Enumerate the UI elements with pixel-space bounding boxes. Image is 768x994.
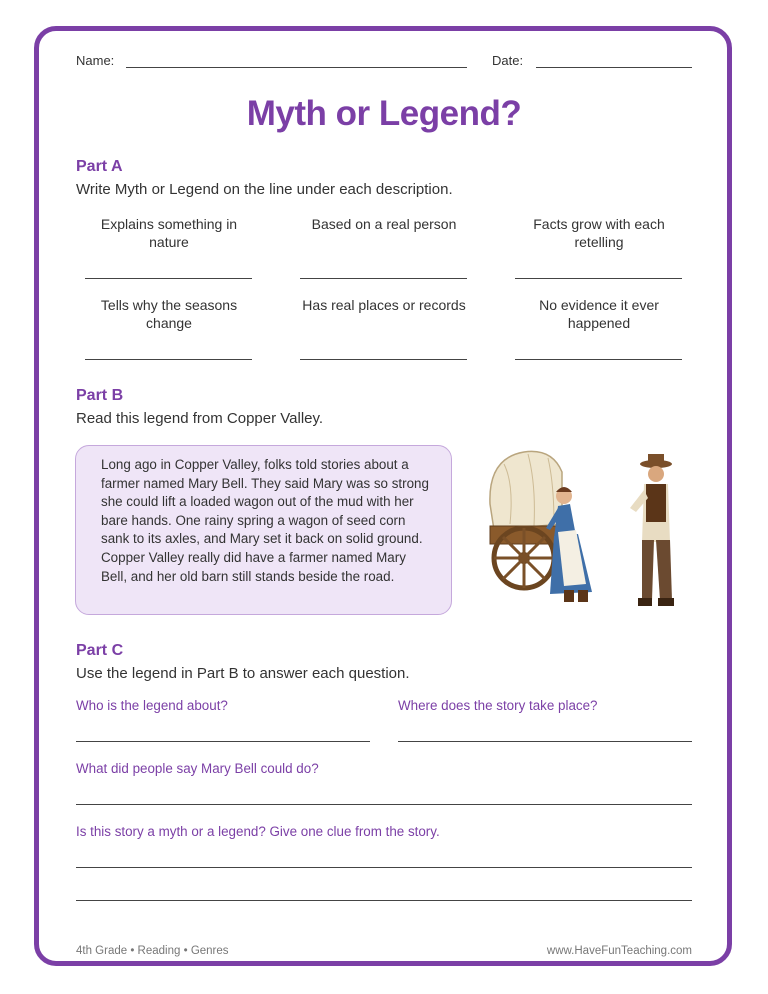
answer-line-1[interactable] [85,278,252,279]
answer-line-5[interactable] [300,359,467,360]
description-5: Has real places or records [302,297,466,313]
answer-line-q4b[interactable] [76,900,692,901]
description-4: Tells why the seasons change [100,297,238,331]
answer-line-2[interactable] [300,278,467,279]
answer-line-3[interactable] [515,278,682,279]
question-2: Where does the story take place? [398,698,598,713]
part-a-instruction: Write Myth or Legend on the line under each description. [76,181,453,198]
description-3: Facts grow with each retelling [533,216,665,250]
answer-line-q1[interactable] [76,741,370,742]
part-a-heading: Part A [76,158,123,175]
part-c-instruction: Use the legend in Part B to answer each question. [76,665,410,682]
description-2: Based on a real person [311,216,457,232]
date-label: Date: [492,53,524,68]
answer-line-q3[interactable] [76,804,692,805]
description-6: No evidence it ever happened [539,297,659,331]
answer-line-6[interactable] [515,359,682,360]
footer-grade-info: 4th Grade • Reading • Genres [76,945,229,957]
legend-passage: Long ago in Copper Valley, folks told stories about a farmer named Mary Bell. They said Mary was so strong she could lift a loaded wagon out of the mud with her bare hands. One rainy spring a wagon of seed corn sank to its axles, and Mary set it back on solid ground. Copper Valley really did have a farmer named Mary Bell, and her old barn still stands beside the road. [75,445,452,615]
answer-line-4[interactable] [85,359,252,360]
name-label: Name: [76,53,115,68]
part-c-heading: Part C [76,642,124,659]
part-b-instruction: Read this legend from Copper Valley. [76,410,324,427]
wagon-illustration [484,444,684,616]
answer-line-q2[interactable] [398,741,692,742]
page-title: Myth or Legend? [246,94,522,133]
footer-website: www.HaveFunTeaching.com [546,945,692,957]
name-line[interactable] [126,67,467,68]
part-b-heading: Part B [76,387,124,404]
question-3: What did people say Mary Bell could do? [76,761,319,776]
question-1: Who is the legend about? [76,698,228,713]
description-1: Explains something in nature [100,216,238,250]
date-line[interactable] [536,67,692,68]
question-4: Is this story a myth or a legend? Give one clue from the story. [76,824,440,839]
answer-line-q4a[interactable] [76,867,692,868]
